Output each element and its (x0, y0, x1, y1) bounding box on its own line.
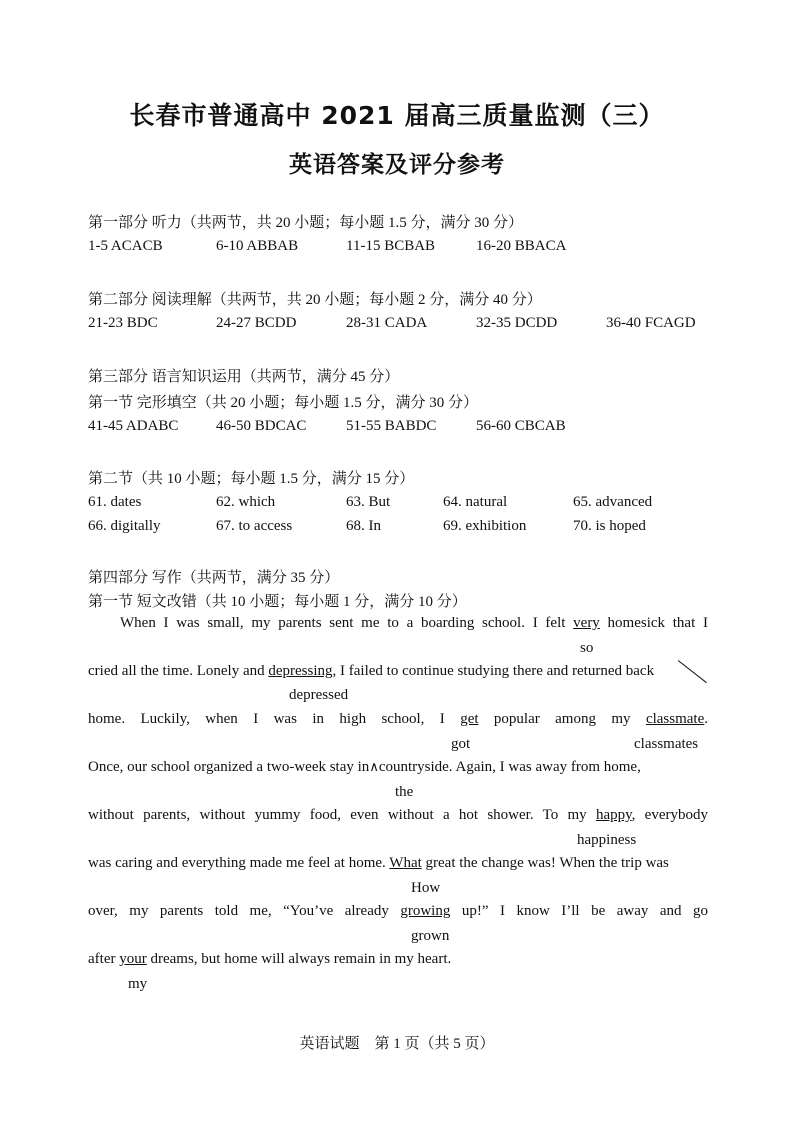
answer-item: 67. to access (216, 518, 293, 534)
essay-text: great the change was! When the trip was (421, 855, 669, 871)
answer-item: 64. natural (443, 494, 508, 510)
essay-line (88, 807, 708, 824)
essay-text: without parents, without yummy food, even without a hot shower. To my (88, 807, 596, 823)
error-word: get (460, 711, 479, 727)
essay-line (88, 855, 708, 872)
answer-item: 70. is hoped (573, 518, 646, 534)
essay-text: over, my parents told me, “You’ve already (88, 903, 401, 919)
error-word: depressing (268, 663, 333, 679)
answer-group: 46-50 BDCAC (216, 418, 307, 434)
answer-item: 69. exhibition (443, 518, 527, 534)
correction: happiness (577, 832, 637, 848)
answer-group: 32-35 DCDD (476, 315, 558, 331)
error-word: What (389, 855, 422, 871)
essay-text: When I was small, my parents sent me to a boarding school. I felt (120, 615, 574, 631)
answer-group: 16-20 BBACA (476, 238, 567, 254)
answer-group: 41-45 ADABC (88, 418, 179, 434)
essay-text: , I failed to continue studying there and returned back (332, 663, 655, 679)
insertion-caret: ∧ (369, 759, 379, 774)
answer-item: 65. advanced (573, 494, 653, 510)
answer-group: 28-31 CADA (346, 315, 428, 331)
answer-group: 51-55 BABDC (346, 418, 437, 434)
correction: classmates (634, 736, 699, 752)
essay-text: , everybody (631, 807, 708, 823)
answer-group: 56-60 CBCAB (476, 418, 566, 434)
essay-text: dreams, but home will always remain in my heart. (146, 951, 452, 967)
essay-text: . (704, 711, 708, 727)
part1-heading: 第一部分 听力（共两节，共 20 小题；每小题 1.5 分，满分 30 分） (88, 215, 524, 231)
essay-text: homesick that I (599, 615, 708, 631)
essay-line (88, 711, 708, 728)
part3-section1-heading: 第一节 完形填空（共 20 小题；每小题 1.5 分，满分 30 分） (88, 395, 479, 411)
essay-text: Once, our school organized a two-week stay in (88, 759, 370, 775)
error-word: your (119, 951, 147, 967)
essay-line (88, 759, 708, 776)
essay-line (88, 903, 708, 920)
answer-item: 61. dates (88, 494, 142, 510)
essay-line (88, 663, 708, 680)
essay-text: cried all the time. Lonely and (88, 663, 269, 679)
answer-item: 66. digitally (88, 518, 161, 534)
part4-heading: 第四部分 写作（共两节，满分 35 分） (88, 570, 340, 586)
error-word: very (573, 615, 600, 631)
answer-item: 63. But (346, 494, 391, 510)
answer-group: 6-10 ABBAB (216, 238, 299, 254)
essay-text: home. Luckily, when I was in high school, I (88, 711, 461, 727)
answer-item: 62. which (216, 494, 276, 510)
answer-group: 24-27 BCDD (216, 315, 297, 331)
correction: grown (411, 928, 450, 944)
correction: depressed (289, 687, 349, 703)
correction: my (128, 976, 148, 992)
part4-section1-heading: 第一节 短文改错（共 10 小题；每小题 1 分，满分 10 分） (88, 594, 467, 610)
error-word: classmate (645, 711, 705, 727)
essay-text: was caring and everything made me feel at home. (88, 855, 390, 871)
part2-heading: 第二部分 阅读理解（共两节，共 20 小题；每小题 2 分，满分 40 分） (88, 292, 542, 308)
correction: so (580, 640, 594, 656)
correction: the (395, 784, 414, 800)
essay-line (120, 615, 708, 632)
essay-text: up!” I know I’ll be away and go (450, 903, 708, 919)
error-word: happy (595, 807, 632, 823)
essay-text: after (88, 951, 120, 967)
answer-group: 36-40 FCAGD (606, 315, 696, 331)
page-subtitle: 英语答案及评分参考 (289, 152, 505, 178)
error-word: growing (400, 903, 451, 919)
answer-group: 21-23 BDC (88, 315, 158, 331)
answer-item: 68. In (346, 518, 381, 534)
correction: got (451, 736, 471, 752)
part3-heading: 第三部分 语言知识运用（共两节，满分 45 分） (88, 369, 400, 385)
answer-group: 11-15 BCBAB (346, 238, 436, 254)
essay-line (88, 951, 708, 968)
correction: How (411, 880, 441, 896)
essay-text: popular among my (478, 711, 646, 727)
part3-section2-heading: 第二节（共 10 小题；每小题 1.5 分，满分 15 分） (88, 471, 415, 487)
page-title: 长春市普通高中 2021 届高三质量监测（三） (129, 101, 665, 130)
answer-group: 1-5 ACACB (88, 238, 163, 254)
page-footer: 英语试题 第 1 页（共 5 页） (299, 1036, 495, 1052)
essay-text: countryside. Again, I was away from home, (378, 759, 641, 775)
